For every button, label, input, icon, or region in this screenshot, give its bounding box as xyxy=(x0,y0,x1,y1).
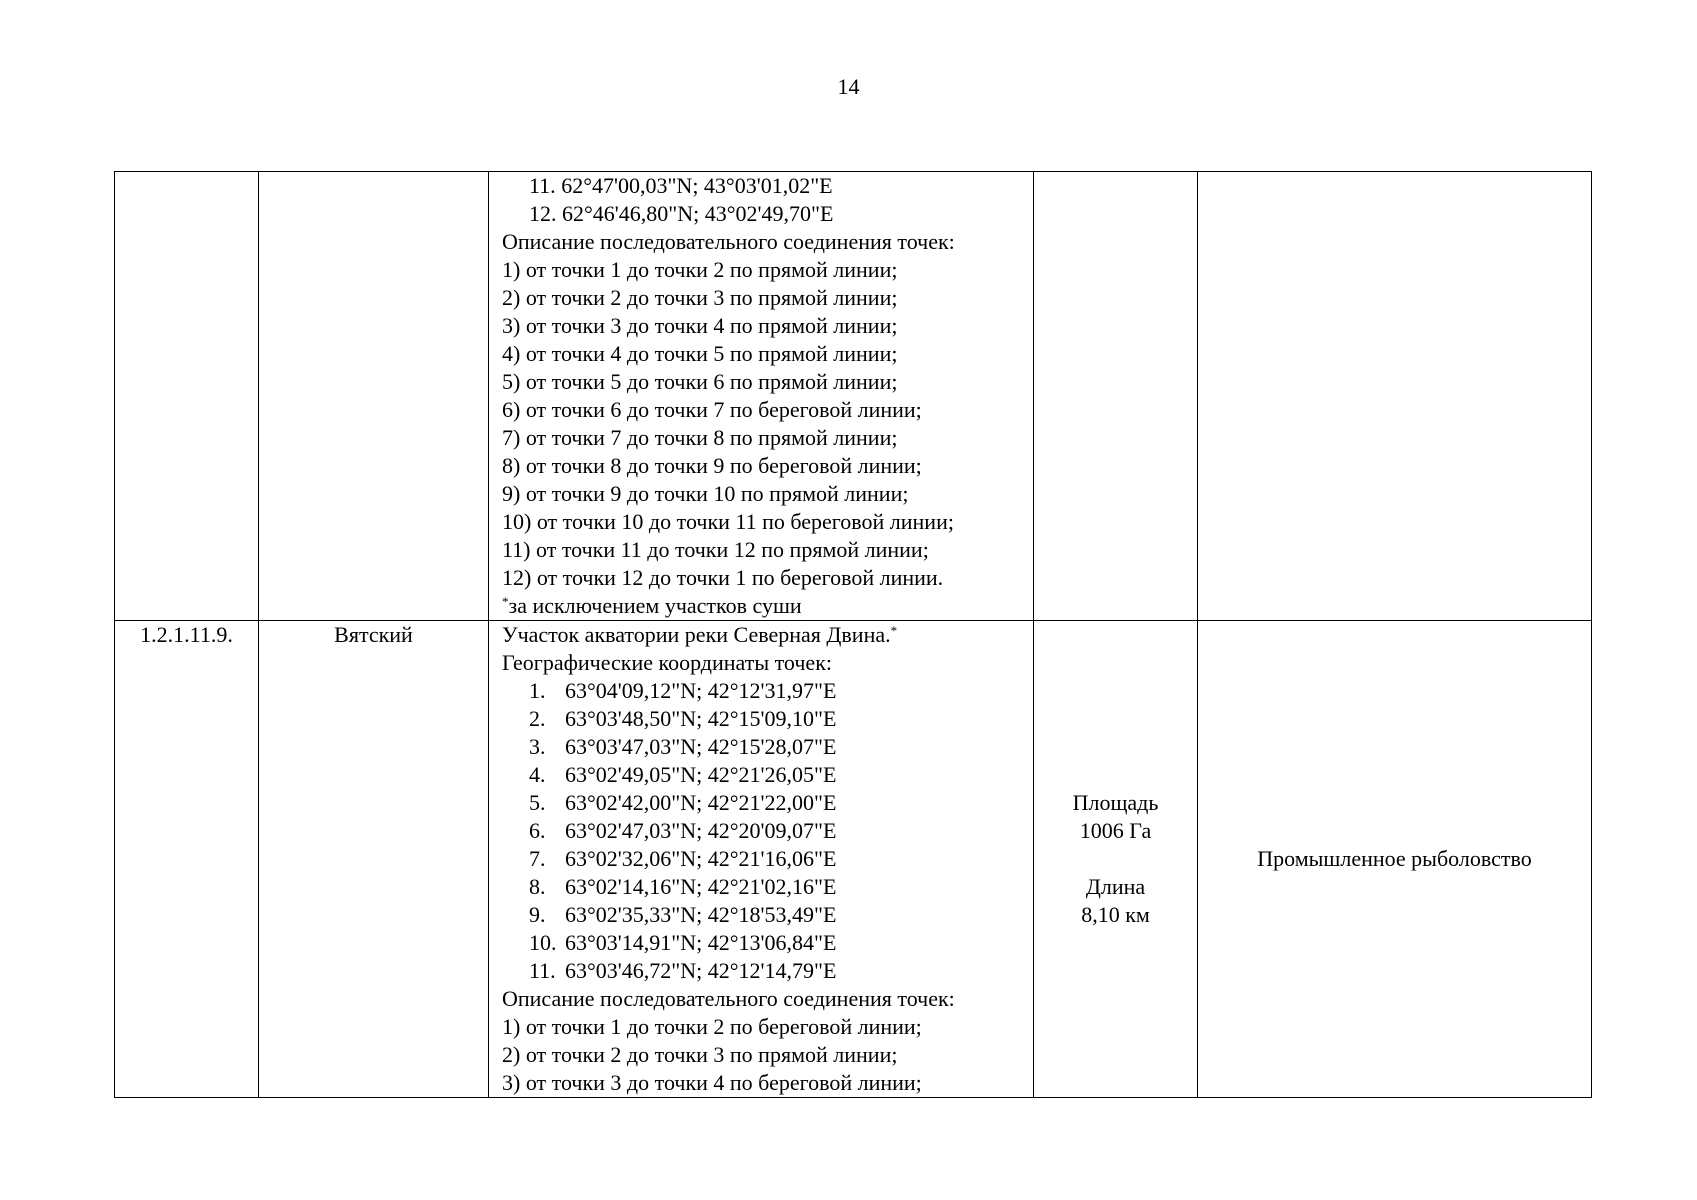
connection-description-title: Описание последовательного соединения точек: xyxy=(502,229,955,254)
table-row-continued xyxy=(115,172,1592,621)
connection-line: 6) от точки 6 до точки 7 по береговой линии; xyxy=(502,397,922,422)
coordinate-line: 7. 63°02'32,06"N; 42°21'16,06"E xyxy=(529,846,837,871)
connection-line: 4) от точки 4 до точки 5 по прямой линии; xyxy=(502,341,898,366)
footnote xyxy=(502,592,1033,620)
coordinate-line: 9. 63°02'35,33"N; 42°18'53,49"E xyxy=(529,902,837,927)
connection-line: 9) от точки 9 до точки 10 по прямой линии; xyxy=(502,481,909,506)
coordinate-line: 6. 63°02'47,03"N; 42°20'09,07"E xyxy=(529,818,837,843)
connection-line: 3) от точки 3 до точки 4 по прямой линии; xyxy=(502,313,898,338)
area-title: Участок акватории реки Северная Двина.* xyxy=(502,622,898,647)
coordinate-line: 10. 63°03'14,91"N; 42°13'06,84"E xyxy=(529,930,837,955)
coordinate-line: 3. 63°03'47,03"N; 42°15'28,07"E xyxy=(529,734,837,759)
length-label: Длина xyxy=(1085,874,1146,899)
coordinate-line: 1. 63°04'09,12"N; 42°12'31,97"E xyxy=(529,678,837,703)
connection-line: 2) от точки 2 до точки 3 по прямой линии; xyxy=(502,1042,898,1067)
cell-purpose-empty xyxy=(1198,172,1592,621)
footnote-mark: * xyxy=(502,594,509,609)
coordinate-line: 12. 62°46'46,80"N; 43°02'49,70"E xyxy=(529,201,834,226)
footnote-mark: * xyxy=(890,623,898,638)
cell-description xyxy=(489,172,1034,621)
length-value: 8,10 км xyxy=(1081,902,1150,927)
connection-line: 1) от точки 1 до точки 2 по прямой линии; xyxy=(502,257,898,282)
connection-line: 7) от точки 7 до точки 8 по прямой линии; xyxy=(502,425,898,450)
cell-name: Вятский xyxy=(259,621,489,1098)
coordinate-line: 11. 62°47'00,03"N; 43°03'01,02"E xyxy=(529,173,833,198)
connection-line: 8) от точки 8 до точки 9 по береговой линии; xyxy=(502,453,922,478)
cell-description xyxy=(489,621,1034,1098)
footnote-text: за исключением участков суши xyxy=(508,593,802,618)
area-label: Площадь xyxy=(1072,790,1159,815)
page-number: 14 xyxy=(837,74,860,99)
coordinate-line: 11. 63°03'46,72"N; 42°12'14,79"E xyxy=(529,958,837,983)
cell-number: 1.2.1.11.9. xyxy=(115,621,259,1098)
cell-number-empty xyxy=(115,172,259,621)
coordinate-line: 8. 63°02'14,16"N; 42°21'02,16"E xyxy=(529,874,837,899)
connection-line: 11) от точки 11 до точки 12 по прямой линии; xyxy=(502,537,929,562)
connection-line: 10) от точки 10 до точки 11 по береговой линии; xyxy=(502,509,954,534)
coordinate-line: 4. 63°02'49,05"N; 42°21'26,05"E xyxy=(529,762,837,787)
connection-line: 5) от точки 5 до точки 6 по прямой линии; xyxy=(502,369,898,394)
cell-name-empty xyxy=(259,172,489,621)
connection-line: 3) от точки 3 до точки 4 по береговой линии; xyxy=(502,1070,922,1095)
coordinates-title: Географические координаты точек: xyxy=(502,650,832,675)
coordinate-line: 5. 63°02'42,00"N; 42°21'22,00"E xyxy=(529,790,837,815)
fishing-areas-table xyxy=(114,171,1592,1098)
table-row-vyatsky xyxy=(115,621,1592,1098)
cell-parameters-empty xyxy=(1034,172,1198,621)
connection-line: 2) от точки 2 до точки 3 по прямой линии; xyxy=(502,285,898,310)
cell-purpose: Промышленное рыболовство xyxy=(1198,621,1592,1098)
cell-parameters xyxy=(1034,621,1198,1098)
connection-line: 12) от точки 12 до точки 1 по береговой линии. xyxy=(502,565,944,590)
coordinate-line: 2. 63°03'48,50"N; 42°15'09,10"E xyxy=(529,706,837,731)
connection-description-title: Описание последовательного соединения точек: xyxy=(502,986,955,1011)
area-value: 1006 Га xyxy=(1079,818,1152,843)
connection-line: 1) от точки 1 до точки 2 по береговой линии; xyxy=(502,1014,922,1039)
